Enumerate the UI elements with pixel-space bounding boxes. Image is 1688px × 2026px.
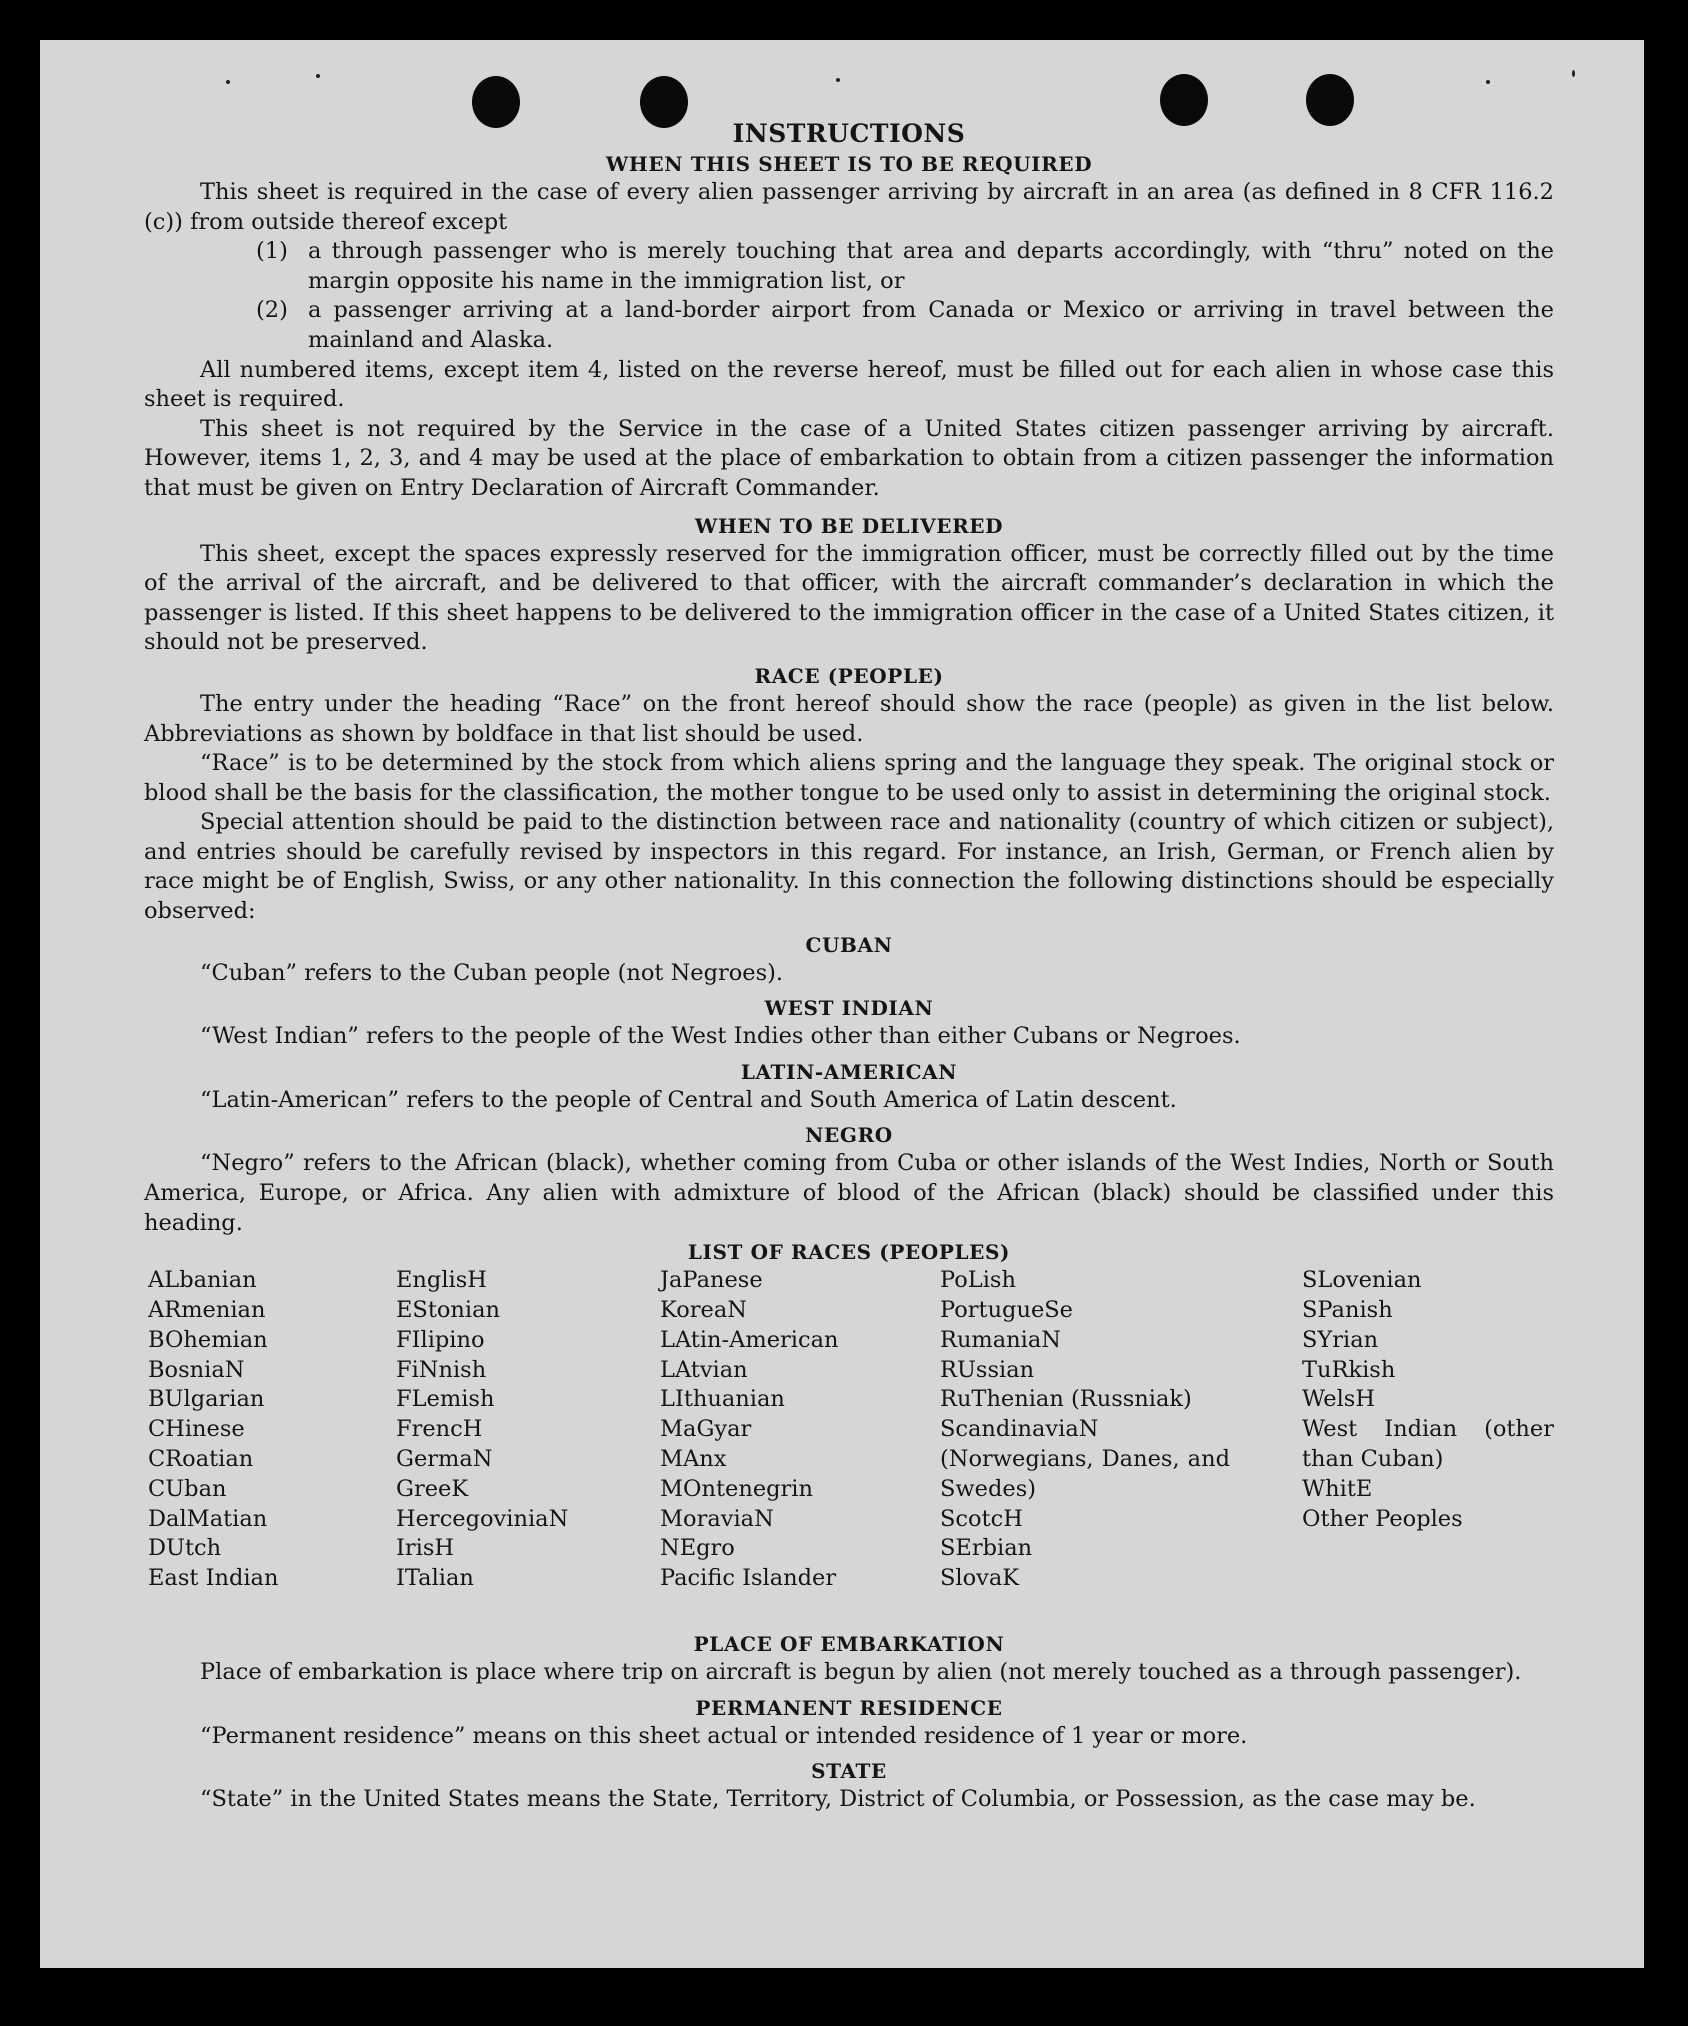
race-entry: BosniaN [148, 1356, 245, 1383]
race-entry: GermaN [396, 1446, 493, 1472]
race-entry: HercegoviniaN [396, 1505, 569, 1532]
races-column-1 [148, 1266, 388, 1594]
race-entry: Pacific Islander [660, 1565, 837, 1592]
race-entry: SYrian [1302, 1326, 1379, 1353]
dust-speck [1486, 80, 1490, 84]
heading-negro: NEGRO [805, 1123, 893, 1148]
race-entry: BOhemian [148, 1326, 268, 1353]
heading-permanent-residence: PERMANENT RESIDENCE [695, 1695, 1003, 1720]
paragraph: All numbered items, except item 4, listed on the reverse hereof, must be filled out for each alien in whose case this sheet is required. [144, 356, 1554, 413]
race-entry: SlovaK [940, 1565, 1020, 1592]
heading-west-indian: WEST INDIAN [764, 996, 934, 1021]
dust-speck [316, 74, 320, 78]
list-item [144, 237, 1554, 296]
heading-state: STATE [811, 1759, 887, 1784]
races-column-2 [396, 1266, 636, 1594]
race-entry: GreeK [396, 1475, 469, 1502]
race-entry: ITalian [396, 1565, 474, 1592]
race-entry: EStonian [396, 1297, 501, 1324]
race-entry: East Indian [148, 1565, 279, 1592]
race-entry: IrisH [396, 1535, 455, 1562]
heading-when-required: WHEN THIS SHEET IS TO BE REQUIRED [605, 152, 1093, 176]
race-entry: SLovenian [1302, 1267, 1422, 1294]
item-text: a passenger arriving at a land-border airport from Canada or Mexico or arriving in travel between the mainland and Alaska. [308, 297, 1554, 353]
paragraph: “Latin-American” refers to the people of Central and South America of Latin descent. [200, 1086, 1177, 1113]
paragraph: “West Indian” refers to the people of the West Indies other than either Cubans or Negroes. [200, 1023, 1241, 1050]
race-entry: ARmenian [148, 1297, 266, 1324]
race-entry: ScotcH [940, 1505, 1023, 1532]
race-entry: DalMatian [148, 1505, 268, 1532]
race-entry: LAtin-American [660, 1326, 839, 1353]
race-entry: EnglisH [396, 1267, 487, 1294]
heading-place-of-embarkation: PLACE OF EMBARKATION [693, 1632, 1005, 1657]
race-entry: JaPanese [660, 1267, 763, 1294]
instructions-content [144, 118, 1554, 1815]
heading-latin-american: LATIN-AMERICAN [740, 1059, 958, 1084]
race-entry: CUban [148, 1475, 227, 1502]
heading-list-of-races: LIST OF RACES (PEOPLES) [687, 1240, 1011, 1265]
race-entry: MAnx [660, 1446, 727, 1472]
race-entry: FLemish [396, 1386, 495, 1413]
race-entry: MoraviaN [660, 1505, 774, 1532]
paragraph: “Race” is to be determined by the stock from which aliens spring and the language they speak. The original stock or blood shall be the basis for the classification, the mother tongue to be used only to assist in determining the original stock. [144, 750, 1554, 806]
paragraph: This sheet is not required by the Service in the case of a United States citizen passenger arriving by aircraft. However, items 1, 2, 3, and 4 may be used at the place of embarkation to obtain from a citizen passenger the information that must be given on Entry Declaration of Aircraft Commander. [144, 415, 1554, 501]
race-entry: Other Peoples [1302, 1505, 1463, 1532]
paragraph: This sheet is required in the case of every alien passenger arriving by aircraft in an area (as defined in 8 CFR 116.2 (c)) from outside thereof except [144, 179, 1554, 235]
races-column-4 [940, 1266, 1230, 1594]
race-entry: FIlipino [396, 1326, 485, 1353]
race-entry: ScandinaviaN (Norwegians, Danes, and Swedes) [940, 1416, 1230, 1502]
paragraph: Place of embarkation is place where trip on aircraft is begun by alien (not merely touched as a through passenger). [200, 1659, 1522, 1686]
paragraph: This sheet, except the spaces expressly reserved for the immigration officer, must be correctly filled out by the time of the arrival of the aircraft, and be delivered to that officer, with the aircraft commander’s declaration in which the passenger is listed. If this sheet happens to be delivered to the immigration officer in the case of a United States citizen, it should not be preserved. [144, 540, 1554, 656]
race-entry: WhitE [1302, 1475, 1373, 1502]
race-entry: ALbanian [148, 1267, 257, 1294]
paragraph: “Negro” refers to the African (black), whether coming from Cuba or other islands of the West Indies, North or South America, Europe, or Africa. Any alien with admixture of blood of the African (black) should be classified under this heading. [144, 1150, 1554, 1236]
race-entry: SPanish [1302, 1297, 1393, 1324]
heading-cuban: CUBAN [805, 932, 893, 957]
race-entry: PoLish [940, 1267, 1016, 1294]
item-number: (2) [256, 297, 288, 324]
paragraph: “Cuban” refers to the Cuban people (not Negroes). [200, 959, 784, 986]
paragraph: Special attention should be paid to the distinction between race and nationality (country of which citizen or subject), and entries should be carefully revised by inspectors in this regard. For instance, an Irish, German, or French alien by race might be of English, Swiss, or any other nationality. In this connection the following distinctions should be especially observed: [144, 809, 1554, 925]
race-entry: MOntenegrin [660, 1475, 813, 1502]
race-entry: NEgro [660, 1535, 735, 1562]
race-entry: LAtvian [660, 1356, 748, 1383]
paragraph: The entry under the heading “Race” on the front hereof should show the race (people) as given in the list below. Abbreviations as shown by boldface in that list should be used. [144, 690, 1554, 747]
paragraph: “Permanent residence” means on this sheet actual or intended residence of 1 year or more. [200, 1722, 1248, 1749]
race-entry: BUlgarian [148, 1386, 265, 1413]
item-text: a through passenger who is merely touching that area and departs accordingly, with “thru” noted on the margin opposite his name in the immigration list, or [308, 238, 1554, 294]
item-number: (1) [256, 238, 288, 265]
race-entry: FrencH [396, 1416, 483, 1443]
race-entry: RuThenian (Russniak) [940, 1386, 1192, 1413]
race-entry: WelsH [1302, 1386, 1375, 1413]
dust-speck [836, 78, 840, 82]
list-item [144, 296, 1554, 355]
race-entry: SErbian [940, 1535, 1033, 1562]
race-entry: CRoatian [148, 1446, 254, 1472]
races-column-5 [1302, 1266, 1554, 1534]
page-title: INSTRUCTIONS [732, 119, 966, 148]
dust-speck [226, 80, 230, 84]
race-entry: TuRkish [1302, 1356, 1396, 1383]
race-entry: LIthuanian [660, 1386, 785, 1413]
race-entry: MaGyar [660, 1416, 752, 1443]
race-entry: RumaniaN [940, 1326, 1061, 1353]
race-entry: PortugueSe [940, 1297, 1074, 1324]
race-entry: FiNnish [396, 1356, 487, 1383]
races-list [144, 1266, 1554, 1630]
race-entry: RUssian [940, 1356, 1035, 1383]
document-sheet [40, 40, 1644, 1968]
races-column-3 [660, 1266, 930, 1594]
heading-when-delivered: WHEN TO BE DELIVERED [694, 513, 1004, 538]
race-entry: West Indian (other than Cuban) [1302, 1416, 1554, 1472]
race-entry: CHinese [148, 1416, 245, 1443]
heading-race: RACE (PEOPLE) [754, 663, 944, 688]
dust-speck [1572, 70, 1575, 77]
race-entry: KoreaN [660, 1297, 747, 1324]
paragraph: “State” in the United States means the State, Territory, District of Columbia, or Possession, as the case may be. [200, 1786, 1476, 1813]
race-entry: DUtch [148, 1535, 222, 1562]
